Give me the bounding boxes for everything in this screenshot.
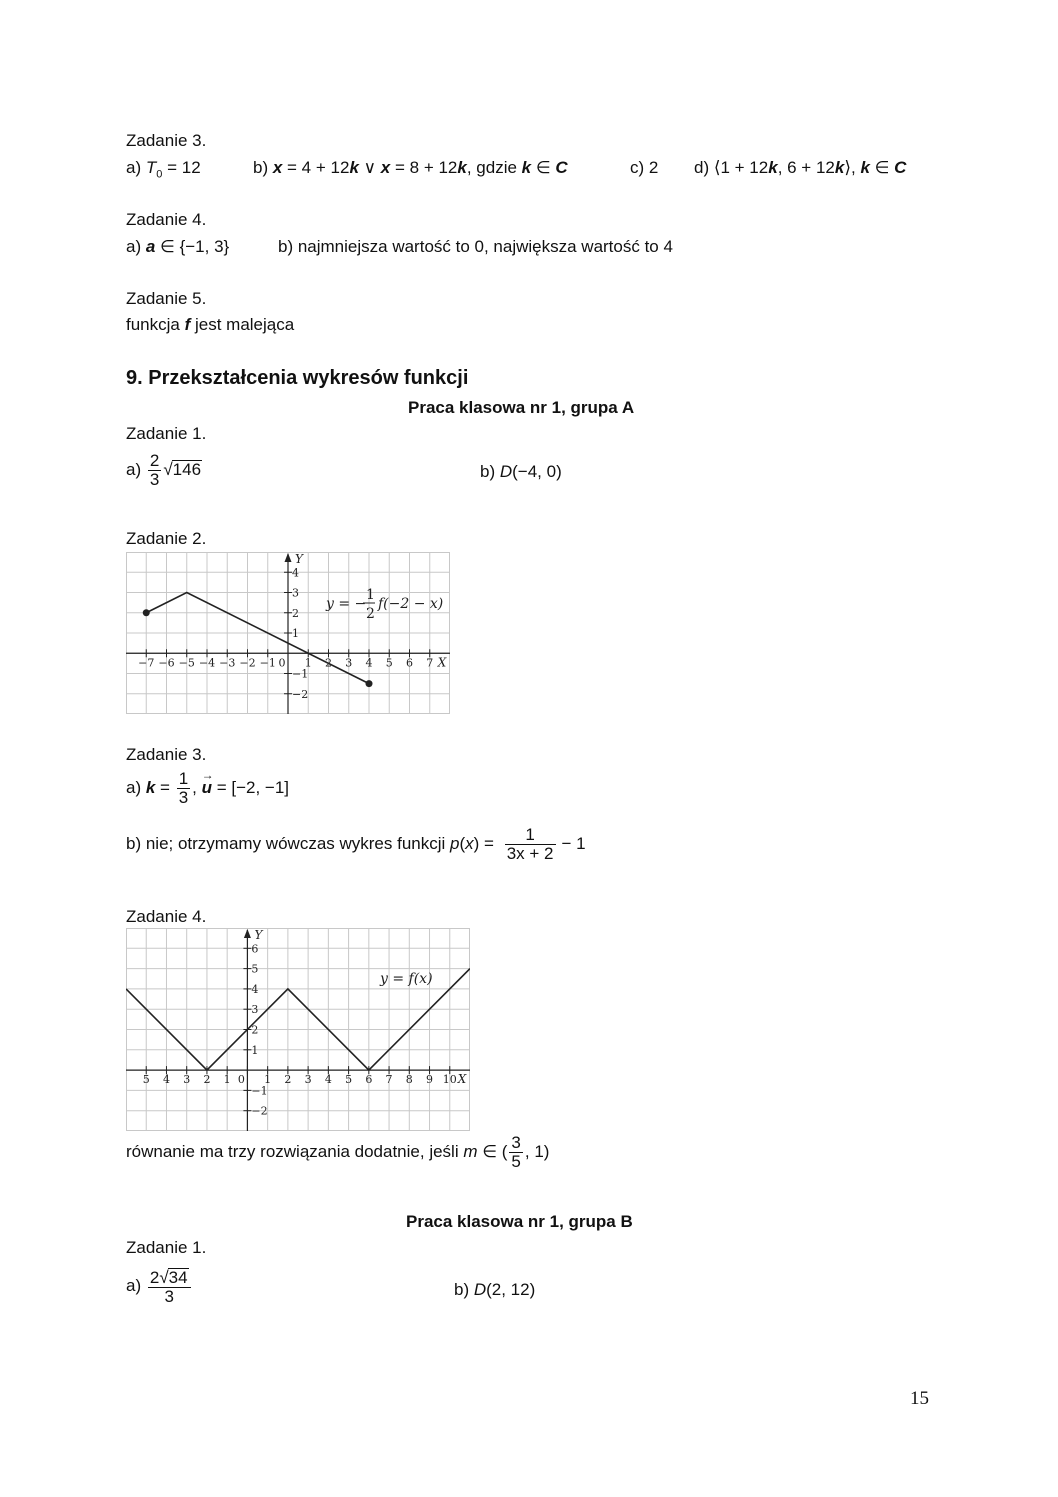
x-tick-label: 5 <box>142 1073 150 1087</box>
ga-z4-answer: równanie ma trzy rozwiązania dodatnie, jeśli m ∈ ( $\frac{3}{5}$ , 1) <box>126 1133 550 1172</box>
y-tick-label: 1 <box>251 1043 259 1057</box>
function-label-tail: f(−2 − x) <box>378 596 444 612</box>
y-tick-label: −2 <box>251 1104 268 1118</box>
gb-z1-answer-b: b) D(2, 12) <box>454 1280 536 1299</box>
z4-answer-b: b) najmniejsza wartość to 0, największa wartość to 4 <box>278 237 673 256</box>
page-number: 15 <box>910 1388 929 1409</box>
ga-z3-answer-b: b) nie; otrzymamy wówczas wykres funkcji p(x) = $\frac{1}{3x + 2}$ − 1 <box>126 825 586 864</box>
y-axis-arrow <box>244 929 251 938</box>
z3-answer-b: b) x = 4 + 12k ∨ x = 8 + 12k, gdzie k ∈ C <box>253 158 568 177</box>
z3-title: Zadanie 3. <box>126 131 207 150</box>
z3-answer-a: a) $T_0 = 12$ <box>126 158 201 181</box>
ga-z2-title: Zadanie 2. <box>126 529 207 548</box>
x-tick-label: 7 <box>385 1073 393 1087</box>
x-tick-label: 0 <box>278 656 286 670</box>
ga-z4-title: Zadanie 4. <box>126 907 207 926</box>
ga-z1-title: Zadanie 1. <box>126 424 207 443</box>
x-tick-label: −5 <box>178 656 195 670</box>
x-tick-label: 7 <box>426 656 434 670</box>
y-tick-label: −1 <box>292 667 309 681</box>
group-b-title: Praca klasowa nr 1, grupa B <box>406 1212 633 1231</box>
y-tick-label: 5 <box>251 962 259 976</box>
x-tick-label: 4 <box>162 1073 170 1087</box>
x-tick-label: −4 <box>198 656 216 670</box>
x-tick-label: 9 <box>426 1073 434 1087</box>
chart-2 <box>126 928 470 1131</box>
group-a-title: Praca klasowa nr 1, grupa A <box>408 398 635 417</box>
x-tick-label: 2 <box>284 1073 292 1087</box>
y-tick-label: 6 <box>251 942 259 956</box>
y-tick-label: 2 <box>292 606 299 620</box>
y-tick-label: 1 <box>292 627 299 640</box>
x-tick-label: 6 <box>365 1073 373 1087</box>
chart-2-svg <box>126 928 470 1131</box>
y-tick-label: 2 <box>251 1023 259 1037</box>
fraction: $\frac{2}{3}$ <box>149 451 160 490</box>
x-tick-label: 1 <box>304 656 312 670</box>
ga-z3-title: Zadanie 3. <box>126 745 207 764</box>
x-tick-label: 1 <box>223 1073 231 1087</box>
ga-z1-answer-b: b) D(−4, 0) <box>480 462 562 481</box>
ga-z3-answer-a: a) k = $\frac{1}{3}$ , → u = [−2, −1] <box>126 768 289 812</box>
x-tick-label: 1 <box>264 1073 272 1087</box>
z3-answer-d: d) ⟨1 + 12k, 6 + 12k⟩, k ∈ C <box>694 158 907 177</box>
x-tick-label: 0 <box>237 1073 245 1087</box>
x-tick-label: −6 <box>158 656 175 670</box>
gb-z1-answer-a: a) $\frac{2√34}{3}$ <box>126 1266 193 1314</box>
section-title: 9. Przekształcenia wykresów funkcji <box>126 367 469 389</box>
x-tick-label: 5 <box>345 1073 353 1087</box>
y-axis-label: Y <box>295 552 303 566</box>
y-axis-arrow <box>285 553 292 562</box>
function-label: y = f(x) <box>380 971 433 987</box>
x-tick-label: 4 <box>365 656 373 670</box>
chart-1 <box>126 552 450 714</box>
x-tick-label: −3 <box>219 656 236 670</box>
x-tick-label: 10 <box>442 1073 457 1087</box>
function-label-num: 1 <box>366 587 375 603</box>
y-tick-label: −2 <box>292 687 309 701</box>
series-point <box>143 609 150 616</box>
x-tick-label: 6 <box>406 656 413 670</box>
z5-answer: funkcja f jest malejąca <box>126 315 295 334</box>
chart-1-svg <box>126 552 450 714</box>
x-tick-label: 8 <box>405 1073 413 1087</box>
z4-answer-a: a) a ∈ {−1, 3} <box>126 237 230 256</box>
x-tick-label: 3 <box>304 1073 312 1087</box>
x-tick-label: −2 <box>239 656 256 670</box>
y-tick-label: 3 <box>251 1003 259 1017</box>
x-axis-label: X <box>457 1072 467 1087</box>
z4-title: Zadanie 4. <box>126 210 207 229</box>
x-tick-label: 2 <box>203 1073 211 1087</box>
function-label-prefix: y = − <box>326 596 367 612</box>
x-tick-label: 5 <box>385 656 393 670</box>
gb-z1-title: Zadanie 1. <box>126 1238 207 1257</box>
y-tick-label: 3 <box>292 586 299 600</box>
x-tick-label: −7 <box>138 656 155 670</box>
series-point <box>366 680 373 687</box>
x-tick-label: 3 <box>183 1073 191 1087</box>
y-tick-label: −1 <box>251 1084 268 1098</box>
x-tick-label: 2 <box>325 656 332 670</box>
function-label-den: 2 <box>366 606 375 622</box>
z5-title: Zadanie 5. <box>126 289 207 308</box>
x-tick-label: 4 <box>324 1073 332 1087</box>
ga-z1-answer-a: a) $\frac{2}{3}$ √146 <box>126 451 202 490</box>
x-tick-label: 3 <box>345 656 353 670</box>
y-tick-label: 4 <box>292 566 299 580</box>
z3-answer-c: c) 2 <box>630 158 659 177</box>
x-axis-label: X <box>437 655 447 670</box>
y-tick-label: 4 <box>251 982 259 996</box>
x-tick-label: −1 <box>259 656 276 670</box>
y-axis-label: Y <box>254 928 263 942</box>
